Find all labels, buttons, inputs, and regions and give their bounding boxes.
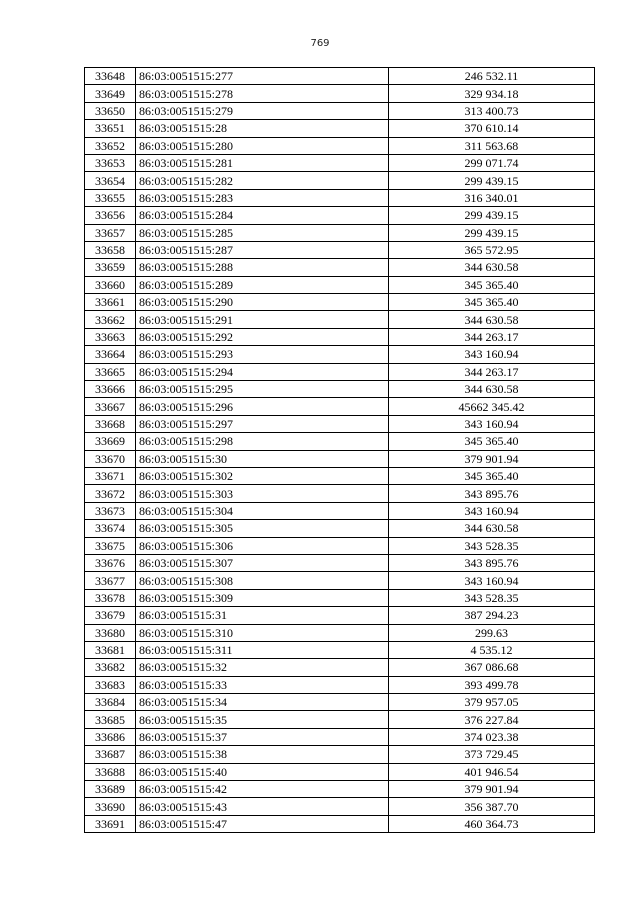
- cadastral-number-cell: 86:03:0051515:277: [136, 68, 389, 85]
- row-number-cell: 33671: [85, 467, 136, 484]
- row-number-cell: 33650: [85, 102, 136, 119]
- cadastral-number-cell: 86:03:0051515:293: [136, 346, 389, 363]
- table-row: [85, 798, 595, 815]
- row-number-cell: 33682: [85, 659, 136, 676]
- cadastral-value-cell: 344 263.17: [389, 328, 595, 345]
- cadastral-number-cell: 86:03:0051515:280: [136, 137, 389, 154]
- cadastral-value-cell: 345 365.40: [389, 276, 595, 293]
- table-row: [85, 311, 595, 328]
- row-number-cell: 33676: [85, 554, 136, 571]
- cadastral-value-cell: 311 563.68: [389, 137, 595, 154]
- table-row: [85, 294, 595, 311]
- cadastral-value-cell: 344 630.58: [389, 311, 595, 328]
- cadastral-number-cell: 86:03:0051515:308: [136, 572, 389, 589]
- cadastral-value-cell: 460 364.73: [389, 815, 595, 832]
- cadastral-value-cell: 344 630.58: [389, 381, 595, 398]
- cadastral-number-cell: 86:03:0051515:294: [136, 363, 389, 380]
- cadastral-number-cell: 86:03:0051515:302: [136, 467, 389, 484]
- row-number-cell: 33658: [85, 241, 136, 258]
- cadastral-number-cell: 86:03:0051515:47: [136, 815, 389, 832]
- cadastral-number-cell: 86:03:0051515:296: [136, 398, 389, 415]
- table-row: [85, 189, 595, 206]
- cadastral-value-cell: 343 528.35: [389, 537, 595, 554]
- cadastral-number-cell: 86:03:0051515:40: [136, 763, 389, 780]
- cadastral-number-cell: 86:03:0051515:285: [136, 224, 389, 241]
- cadastral-value-cell: 299 439.15: [389, 207, 595, 224]
- cadastral-number-cell: 86:03:0051515:28: [136, 120, 389, 137]
- cadastral-number-cell: 86:03:0051515:32: [136, 659, 389, 676]
- cadastral-number-cell: 86:03:0051515:33: [136, 676, 389, 693]
- table-row: [85, 102, 595, 119]
- row-number-cell: 33689: [85, 781, 136, 798]
- table-row: [85, 815, 595, 832]
- cadastral-value-cell: 370 610.14: [389, 120, 595, 137]
- cadastral-value-cell: 344 630.58: [389, 520, 595, 537]
- cadastral-number-cell: 86:03:0051515:42: [136, 781, 389, 798]
- row-number-cell: 33652: [85, 137, 136, 154]
- page-number: 769: [310, 38, 330, 49]
- cadastral-value-cell: 365 572.95: [389, 241, 595, 258]
- row-number-cell: 33690: [85, 798, 136, 815]
- row-number-cell: 33675: [85, 537, 136, 554]
- row-number-cell: 33672: [85, 485, 136, 502]
- cadastral-value-cell: 367 086.68: [389, 659, 595, 676]
- row-number-cell: 33679: [85, 607, 136, 624]
- cadastral-value-cell: 45662 345.42: [389, 398, 595, 415]
- table-row: [85, 537, 595, 554]
- cadastral-number-cell: 86:03:0051515:305: [136, 520, 389, 537]
- table-row: [85, 746, 595, 763]
- row-number-cell: 33687: [85, 746, 136, 763]
- row-number-cell: 33669: [85, 433, 136, 450]
- row-number-cell: 33683: [85, 676, 136, 693]
- row-number-cell: 33666: [85, 381, 136, 398]
- row-number-cell: 33684: [85, 694, 136, 711]
- row-number-cell: 33660: [85, 276, 136, 293]
- cadastral-value-cell: 343 160.94: [389, 572, 595, 589]
- cadastral-number-cell: 86:03:0051515:278: [136, 85, 389, 102]
- cadastral-value-cell: 379 901.94: [389, 450, 595, 467]
- table-row: [85, 68, 595, 85]
- table-row: [85, 363, 595, 380]
- table-row: [85, 502, 595, 519]
- cadastral-value-cell: 379 901.94: [389, 781, 595, 798]
- table-row: [85, 607, 595, 624]
- cadastral-number-cell: 86:03:0051515:35: [136, 711, 389, 728]
- table-row: [85, 346, 595, 363]
- cadastral-number-cell: 86:03:0051515:310: [136, 624, 389, 641]
- table-row: [85, 728, 595, 745]
- table-row: [85, 485, 595, 502]
- cadastral-number-cell: 86:03:0051515:283: [136, 189, 389, 206]
- cadastral-value-cell: 299 439.15: [389, 224, 595, 241]
- table-row: [85, 641, 595, 658]
- row-number-cell: 33659: [85, 259, 136, 276]
- table-row: [85, 415, 595, 432]
- row-number-cell: 33691: [85, 815, 136, 832]
- table-row: [85, 433, 595, 450]
- table-row: [85, 207, 595, 224]
- cadastral-number-cell: 86:03:0051515:306: [136, 537, 389, 554]
- table-row: [85, 241, 595, 258]
- table-row: [85, 694, 595, 711]
- row-number-cell: 33688: [85, 763, 136, 780]
- row-number-cell: 33654: [85, 172, 136, 189]
- table-row: [85, 259, 595, 276]
- cadastral-value-cell: 313 400.73: [389, 102, 595, 119]
- row-number-cell: 33664: [85, 346, 136, 363]
- cadastral-value-cell: 4 535.12: [389, 641, 595, 658]
- row-number-cell: 33656: [85, 207, 136, 224]
- cadastral-number-cell: 86:03:0051515:37: [136, 728, 389, 745]
- table-row: [85, 154, 595, 171]
- cadastral-value-cell: 343 160.94: [389, 415, 595, 432]
- cadastral-value-cell: 343 895.76: [389, 485, 595, 502]
- cadastral-number-cell: 86:03:0051515:303: [136, 485, 389, 502]
- cadastral-value-cell: 343 160.94: [389, 346, 595, 363]
- cadastral-value-cell: 329 934.18: [389, 85, 595, 102]
- cadastral-number-cell: 86:03:0051515:279: [136, 102, 389, 119]
- table-row: [85, 137, 595, 154]
- cadastral-value-cell: 316 340.01: [389, 189, 595, 206]
- table-row: [85, 328, 595, 345]
- table-row: [85, 120, 595, 137]
- row-number-cell: 33668: [85, 415, 136, 432]
- cadastral-value-cell: 393 499.78: [389, 676, 595, 693]
- row-number-cell: 33665: [85, 363, 136, 380]
- cadastral-number-cell: 86:03:0051515:34: [136, 694, 389, 711]
- cadastral-number-cell: 86:03:0051515:288: [136, 259, 389, 276]
- cadastral-value-cell: 344 263.17: [389, 363, 595, 380]
- row-number-cell: 33653: [85, 154, 136, 171]
- cadastral-number-cell: 86:03:0051515:281: [136, 154, 389, 171]
- cadastral-number-cell: 86:03:0051515:292: [136, 328, 389, 345]
- row-number-cell: 33648: [85, 68, 136, 85]
- cadastral-value-cell: 379 957.05: [389, 694, 595, 711]
- table-row: [85, 276, 595, 293]
- cadastral-value-cell: 299 439.15: [389, 172, 595, 189]
- row-number-cell: 33680: [85, 624, 136, 641]
- cadastral-number-cell: 86:03:0051515:290: [136, 294, 389, 311]
- row-number-cell: 33655: [85, 189, 136, 206]
- cadastral-number-cell: 86:03:0051515:287: [136, 241, 389, 258]
- row-number-cell: 33657: [85, 224, 136, 241]
- row-number-cell: 33686: [85, 728, 136, 745]
- cadastral-value-cell: 401 946.54: [389, 763, 595, 780]
- table-body: [85, 68, 595, 833]
- cadastral-number-cell: 86:03:0051515:289: [136, 276, 389, 293]
- cadastral-value-cell: 344 630.58: [389, 259, 595, 276]
- cadastral-number-cell: 86:03:0051515:304: [136, 502, 389, 519]
- cadastral-value-cell: 343 160.94: [389, 502, 595, 519]
- cadastral-number-cell: 86:03:0051515:298: [136, 433, 389, 450]
- cadastral-value-cell: 345 365.40: [389, 294, 595, 311]
- row-number-cell: 33661: [85, 294, 136, 311]
- table-row: [85, 467, 595, 484]
- cadastral-value-cell: 376 227.84: [389, 711, 595, 728]
- cadastral-value-cell: 387 294.23: [389, 607, 595, 624]
- row-number-cell: 33663: [85, 328, 136, 345]
- cadastral-number-cell: 86:03:0051515:38: [136, 746, 389, 763]
- row-number-cell: 33649: [85, 85, 136, 102]
- cadastral-number-cell: 86:03:0051515:309: [136, 589, 389, 606]
- table-row: [85, 711, 595, 728]
- row-number-cell: 33673: [85, 502, 136, 519]
- row-number-cell: 33678: [85, 589, 136, 606]
- table-row: [85, 554, 595, 571]
- table-row: [85, 624, 595, 641]
- cadastral-number-cell: 86:03:0051515:282: [136, 172, 389, 189]
- cadastral-number-cell: 86:03:0051515:291: [136, 311, 389, 328]
- cadastral-value-cell: 246 532.11: [389, 68, 595, 85]
- row-number-cell: 33667: [85, 398, 136, 415]
- row-number-cell: 33674: [85, 520, 136, 537]
- table-row: [85, 381, 595, 398]
- table-row: [85, 450, 595, 467]
- table-row: [85, 172, 595, 189]
- cadastral-value-cell: 373 729.45: [389, 746, 595, 763]
- cadastral-value-table: [84, 67, 595, 833]
- table-row: [85, 85, 595, 102]
- cadastral-number-cell: 86:03:0051515:297: [136, 415, 389, 432]
- row-number-cell: 33681: [85, 641, 136, 658]
- cadastral-value-cell: 345 365.40: [389, 433, 595, 450]
- cadastral-number-cell: 86:03:0051515:307: [136, 554, 389, 571]
- table-row: [85, 659, 595, 676]
- row-number-cell: 33677: [85, 572, 136, 589]
- row-number-cell: 33651: [85, 120, 136, 137]
- cadastral-number-cell: 86:03:0051515:31: [136, 607, 389, 624]
- cadastral-value-cell: 299.63: [389, 624, 595, 641]
- cadastral-value-cell: 343 895.76: [389, 554, 595, 571]
- row-number-cell: 33662: [85, 311, 136, 328]
- cadastral-value-cell: 345 365.40: [389, 467, 595, 484]
- table-row: [85, 520, 595, 537]
- table-row: [85, 781, 595, 798]
- table-row: [85, 589, 595, 606]
- cadastral-value-cell: 374 023.38: [389, 728, 595, 745]
- row-number-cell: 33685: [85, 711, 136, 728]
- table-row: [85, 572, 595, 589]
- row-number-cell: 33670: [85, 450, 136, 467]
- table-row: [85, 763, 595, 780]
- cadastral-number-cell: 86:03:0051515:43: [136, 798, 389, 815]
- cadastral-value-cell: 356 387.70: [389, 798, 595, 815]
- cadastral-number-cell: 86:03:0051515:295: [136, 381, 389, 398]
- cadastral-value-cell: 343 528.35: [389, 589, 595, 606]
- cadastral-number-cell: 86:03:0051515:284: [136, 207, 389, 224]
- table-row: [85, 398, 595, 415]
- cadastral-value-cell: 299 071.74: [389, 154, 595, 171]
- table-row: [85, 676, 595, 693]
- cadastral-number-cell: 86:03:0051515:30: [136, 450, 389, 467]
- cadastral-number-cell: 86:03:0051515:311: [136, 641, 389, 658]
- table-row: [85, 224, 595, 241]
